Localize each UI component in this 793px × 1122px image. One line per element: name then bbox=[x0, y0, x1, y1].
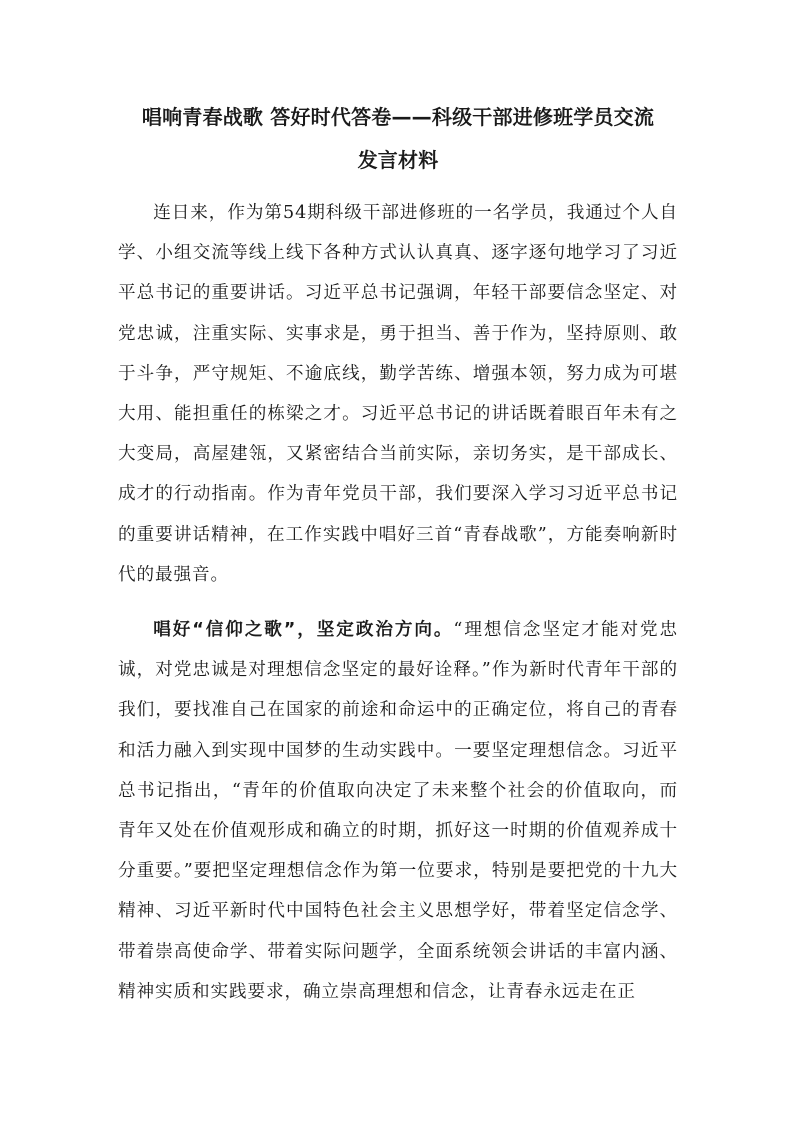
paragraph-lead: 唱好“信仰之歌”，坚定政治方向。 bbox=[153, 620, 454, 641]
paragraph-intro bbox=[118, 193, 678, 595]
paragraph-body: “理想信念坚定才能对党忠诚，对党忠诚是对理想信念坚定的最好诠释。”作为新时代青年干部的我们，要找准自己在国家的前途和命运中的正确定位，将自己的青春和活力融入到实现中国梦的生动实践中。一要坚定理想信念。习近平总书记指出，“青年的价值取向决定了未来整个社会的价值取向，而青年又处在价值观形成和确立的时期，抓好这一时期的价值观养成十分重要。”要把坚定理想信念作为第一位要求，特别是要把党的十九大精神、习近平新时代中国特色社会主义思想学好，带着坚定信念学、带着崇高使命学、带着实际问题学，全面系统领会讲话的丰富内涵、精神实质和实践要求，确立崇高理想和信念，让青春永远走在正 bbox=[118, 620, 679, 1002]
document-page bbox=[118, 96, 678, 1012]
document-title bbox=[118, 96, 678, 182]
paragraph-faith-song bbox=[118, 610, 678, 1012]
title-line-1: 唱响青春战歌 答好时代答卷——科级干部进修班学员交流 bbox=[141, 105, 655, 129]
title-line-2: 发言材料 bbox=[357, 148, 439, 172]
paragraph-body: 连日来，作为第54期科级干部进修班的一名学员，我通过个人自学、小组交流等线上线下各种方式认认真真、逐字逐句地学习了习近平总书记的重要讲话。习近平总书记强调，年轻干部要信念坚定、对党忠诚，注重实际、实事求是，勇于担当、善于作为，坚持原则、敢于斗争，严守规矩、不逾底线，勤学苦练、增强本领，努力成为可堪大用、能担重任的栋梁之才。习近平总书记的讲话既着眼百年未有之大变局，高屋建瓴，又紧密结合当前实际，亲切务实，是干部成长、成才的行动指南。作为青年党员干部，我们要深入学习习近平总书记的重要讲话精神，在工作实践中唱好三首“青春战歌”，方能奏响新时代的最强音。 bbox=[118, 203, 678, 585]
